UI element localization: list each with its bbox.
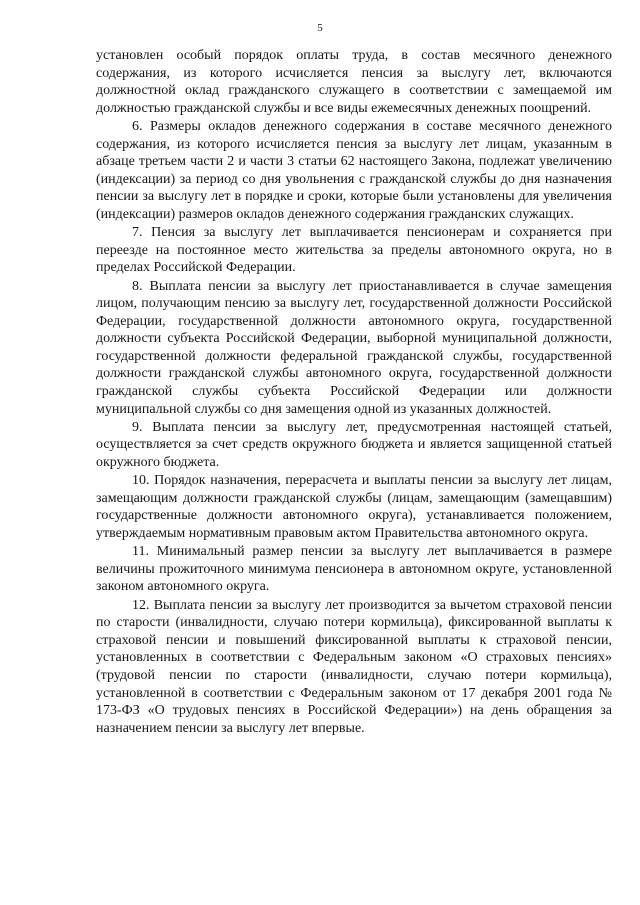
paragraph-12: 12. Выплата пенсии за выслугу лет производится за вычетом страховой пенсии по старости (инвалидности, случаю потери кормильца), фиксированной выплаты к страховой пенсии и повышений фиксированной выплаты к страховой пенсии, установленных в соответствии с Федеральным законом «О страховых пенсиях» (трудовой пенсии по старости (инвалидности, случаю потери кормильца), установленной в соответствии с Федеральным законом от 17 декабря 2001 года № 173-ФЗ «О трудовых пенсиях в Российской Федерации») на день обращения за назначением пенсии за выслугу лет впервые. xyxy=(96,597,612,736)
paragraph-6: 6. Размеры окладов денежного содержания в составе месячного денежного содержания, из которого исчисляется пенсия за выслугу лет лицам, указанным в абзаце третьем части 2 и части 3 статьи 62 настоящего Закона, подлежат увеличению (индексации) за период со дня увольнения с гражданской службы до дня назначения пенсии за выслугу лет в порядке и сроки, которые были установлены для увеличения (индексации) размеров окладов денежного содержания гражданских служащих. xyxy=(96,118,612,222)
paragraph-11: 11. Минимальный размер пенсии за выслугу лет выплачивается в размере величины прожиточного минимума пенсионера в автономном округе, установленной законом автономного округа. xyxy=(96,544,612,595)
paragraph-10: 10. Порядок назначения, перерасчета и выплаты пенсии за выслугу лет лицам, замещающим должности гражданской службы (лицам, замещающим (замещавшим) государственные должности автономного округа), устанавливается положением, утверждаемым нормативным правовым актом Правительства автономного округа. xyxy=(96,473,612,541)
paragraph-8: 8. Выплата пенсии за выслугу лет приостанавливается в случае замещения лицом, получающим пенсию за выслугу лет, государственной должности Российской Федерации, государственной должности автономного округа, государственной должности субъекта Российской Федерации, выборной муниципальной должности, государственной должности федеральной гражданской службы, государственной должности гражданской службы автономного округа, государственной должности гражданской службы субъекта Российской Федерации или должности муниципальной службы со дня замещения одной из указанных должностей. xyxy=(96,278,612,417)
paragraph-7: 7. Пенсия за выслугу лет выплачивается пенсионерам и сохраняется при переезде на постоянное место жительства за пределы автономного округа, но в пределах Российской Федерации. xyxy=(96,225,612,276)
paragraph-continuation: установлен особый порядок оплаты труда, в состав месячного денежного содержания, из которого исчисляется пенсия за выслугу лет, включаются должностной оклад гражданского служащего в соответствии с замещаемой им должностью гражданской службы и все виды ежемесячных денежных поощрений. xyxy=(96,48,612,116)
page-number: 5 xyxy=(317,22,323,34)
document-body xyxy=(96,47,612,738)
paragraph-9: 9. Выплата пенсии за выслугу лет, предусмотренная настоящей статьей, осуществляется за счет средств окружного бюджета и является защищенной статьей окружного бюджета. xyxy=(96,419,612,471)
